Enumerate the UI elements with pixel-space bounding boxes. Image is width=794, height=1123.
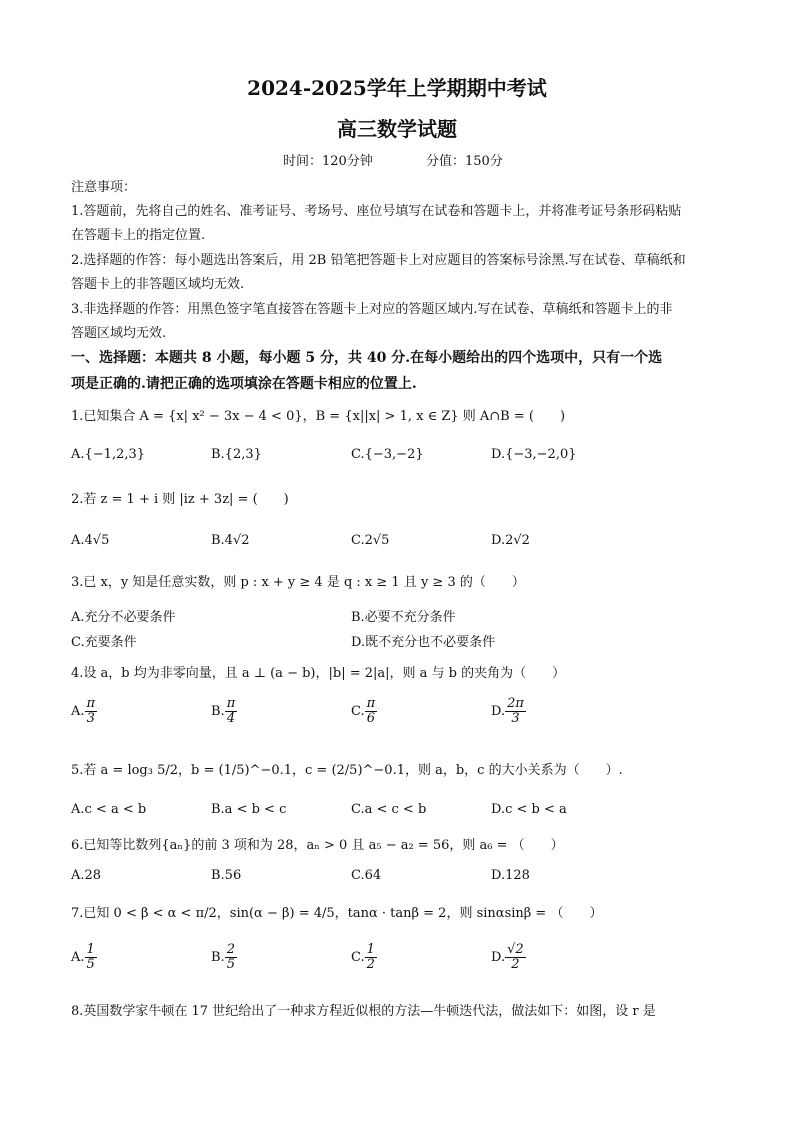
note-2-line-2: 答题卡上的非答题区域均无效.	[71, 277, 245, 292]
exam-score: 分值：150分	[426, 154, 503, 169]
fraction: $\frac{√2}{2}$	[507, 942, 524, 972]
question-3-stem: 3.已 x，y 知是任意实数，则 p : x + y ≥ 4 是 q : x ≥ 1 且 y ≥ 3 的（ ）	[71, 575, 525, 590]
question-1-stem: 1.已知集合 A = {x| x² − 3x − 4 < 0}，B = {x||x| > 1, x ∈ Z} 则 A∩B = ( )	[71, 409, 566, 424]
fraction: $\frac{\pi}{3}$	[86, 696, 96, 726]
question-3-option-b: B.必要不充分条件	[351, 610, 456, 625]
question-7-option-b: B. $\frac{2}{5}$	[211, 942, 235, 972]
question-2-option-b: B.4√2	[211, 533, 250, 548]
note-3-line-1: 3.非选择题的作答：用黑色签字笔直接答在答题卡上对应的答题区域内.写在试卷、草稿纸和答题卡上的非	[71, 302, 673, 317]
question-3-option-c: C.充要条件	[71, 635, 137, 650]
question-2-option-c: C.2√5	[351, 533, 390, 548]
fraction: $\frac{\pi}{6}$	[366, 696, 376, 726]
question-1-option-c: C.{−3,−2}	[351, 447, 424, 462]
question-7-option-c: C. $\frac{1}{2}$	[351, 942, 375, 972]
fraction: $\frac{2}{5}$	[226, 942, 235, 972]
question-4-stem: 4.设 a，b 均为非零向量，且 a ⊥ (a − b)，|b| = 2|a|，则 a 与 b 的夹角为（ ）	[71, 666, 566, 681]
question-5-option-d: D.c < b < a	[491, 802, 567, 817]
note-2-line-1: 2.选择题的作答：每小题选出答案后，用 2B 铅笔把答题卡上对应题目的答案标号涂黑.写在试卷、草稿纸和	[71, 253, 686, 268]
question-2-stem: 2.若 z = 1 + i 则 |iz + 3z| = ( )	[71, 492, 289, 507]
question-4-option-d: D. $\frac{2\pi}{3}$	[491, 696, 524, 726]
question-2-option-d: D.2√2	[491, 533, 530, 548]
question-1-option-b: B.{2,3}	[211, 447, 262, 462]
note-3-line-2: 答题区域均无效.	[71, 326, 167, 341]
fraction: $\frac{\pi}{4}$	[226, 696, 236, 726]
section-heading-line-1: 一、选择题：本题共 8 小题，每小题 5 分，共 40 分.在每小题给出的四个选项中，只有一个选	[71, 350, 663, 366]
question-7-stem: 7.已知 0 < β < α < π/2，sin(α − β) = 4/5，tanα · tanβ = 2，则 sinαsinβ = （ ）	[71, 906, 603, 921]
fraction: $\frac{1}{2}$	[366, 942, 375, 972]
fraction: $\frac{1}{5}$	[86, 942, 95, 972]
question-3-option-a: A.充分不必要条件	[71, 610, 176, 625]
question-6-option-d: D.128	[491, 868, 530, 883]
question-7-option-d: D. $\frac{√2}{2}$	[491, 942, 524, 972]
question-7-option-a: A. $\frac{1}{5}$	[71, 942, 95, 972]
exam-title: 2024-2025学年上学期期中考试	[247, 76, 547, 100]
fraction: $\frac{2\pi}{3}$	[507, 696, 524, 726]
question-6-stem: 6.已知等比数列{aₙ}的前 3 项和为 28，aₙ > 0 且 a₅ − a₂ = 56，则 a₆ = （ ）	[71, 838, 564, 853]
question-6-option-a: A.28	[71, 868, 102, 883]
question-5-stem: 5.若 a = log₃ 5/2，b = (1/5)^−0.1，c = (2/5)^−0.1，则 a，b，c 的大小关系为（ ）.	[71, 763, 623, 778]
question-6-option-c: C.64	[351, 868, 382, 883]
question-3-option-d: D.既不充分也不必要条件	[351, 635, 496, 650]
section-heading-line-2: 项是正确的.请把正确的选项填涂在答题卡相应的位置上.	[71, 376, 417, 392]
exam-time: 时间：120分钟	[283, 154, 373, 169]
question-4-option-c: C. $\frac{\pi}{6}$	[351, 696, 376, 726]
question-4-option-b: B. $\frac{\pi}{4}$	[211, 696, 236, 726]
note-1-line-2: 在答题卡上的指定位置.	[71, 228, 206, 243]
question-6-option-b: B.56	[211, 868, 242, 883]
question-2-option-a: A.4√5	[71, 533, 110, 548]
note-1-line-1: 1.答题前，先将自己的姓名、准考证号、考场号、座位号填写在试卷和答题卡上，并将准考证号条形码粘贴	[71, 204, 682, 219]
question-1-option-d: D.{−3,−2,0}	[491, 447, 577, 462]
question-4-option-a: A. $\frac{\pi}{3}$	[71, 696, 96, 726]
question-1-option-a: A.{−1,2,3}	[71, 447, 146, 462]
notes-label: 注意事项：	[71, 180, 137, 195]
question-8-stem: 8.英国数学家牛顿在 17 世纪给出了一种求方程近似根的方法—牛顿迭代法，做法如下：如图，设 r 是	[71, 1004, 656, 1019]
question-5-option-a: A.c < a < b	[71, 802, 147, 817]
question-5-option-c: C.a < c < b	[351, 802, 427, 817]
question-5-option-b: B.a < b < c	[211, 802, 287, 817]
exam-subtitle: 高三数学试题	[337, 117, 457, 141]
